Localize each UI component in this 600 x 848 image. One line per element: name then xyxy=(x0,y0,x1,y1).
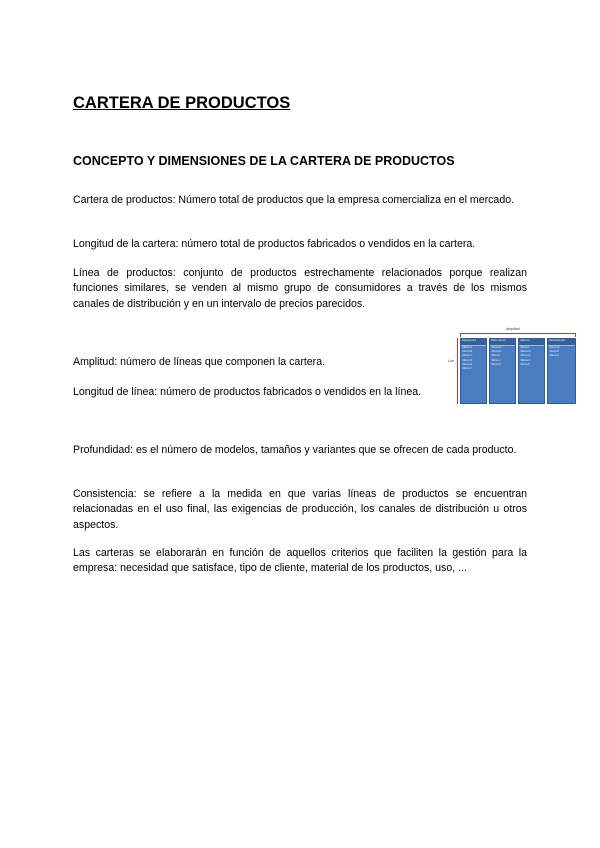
amplitude-brace xyxy=(460,333,576,334)
diagram-column-item: Marca P xyxy=(520,362,531,366)
paragraph-criterios: Las carteras se elaborarán en función de aquellos criterios que faciliten la gestión para la empresa: necesidad que satisface, tipo de cliente, material de los productos, uso, ... xyxy=(73,547,527,575)
amplitude-brace-right-tip xyxy=(575,333,576,337)
paragraph-cartera: Cartera de productos: Número total de productos que la empresa comercializa en el mercado. xyxy=(73,194,515,206)
product-portfolio-diagram xyxy=(448,327,580,407)
diagram-column-header: Detergentes xyxy=(461,339,486,346)
diagram-column-item: Marca R xyxy=(549,350,560,354)
diagram-column-item: Marca G xyxy=(491,346,502,349)
diagram-column-item: Marca H xyxy=(491,350,502,354)
diagram-side-label: Lon xyxy=(448,359,454,363)
paragraph-linea-productos: Línea de productos: conjunto de productos estrechamente relacionados porque realizan funciones similares, se venden al mismo grupo de consumidores a través de los mismos canales de distribución y en un intervalo de precios parecidos. xyxy=(73,267,527,310)
diagram-column-item: Marca Q xyxy=(549,346,560,349)
diagram-column-item: Marca J xyxy=(491,358,501,362)
diagram-column-header: Pasta dental xyxy=(490,339,515,346)
diagram-column xyxy=(547,338,576,404)
diagram-column-header: Jabones xyxy=(519,339,544,346)
diagram-column-item: Marca D xyxy=(462,358,473,362)
diagram-column-item: Marca E xyxy=(462,362,473,366)
diagram-column-item: Marca M xyxy=(520,350,531,354)
diagram-column-item: Marca I xyxy=(491,354,501,358)
diagram-column-item: Marca B xyxy=(462,350,473,354)
diagram-column-item: Marca N xyxy=(520,354,531,358)
paragraph-consistencia: Consistencia: se refiere a la medida en que varias líneas de productos se encuentran relacionadas en el uso final, las exigencias de producción, los canales de distribución u otros aspectos. xyxy=(73,488,527,531)
diagram-column-item: Marca K xyxy=(491,362,502,366)
diagram-column xyxy=(489,338,516,404)
paragraph-longitud-cartera: Longitud de la cartera: número total de productos fabricados o vendidos en la cartera. xyxy=(73,238,476,250)
page-title: CARTERA DE PRODUCTOS xyxy=(73,94,291,112)
diagram-column-header: Desodorantes xyxy=(548,339,575,346)
section-heading: CONCEPTO Y DIMENSIONES DE LA CARTERA DE PRODUCTOS xyxy=(73,154,455,168)
paragraph-amplitud: Amplitud: número de líneas que componen la cartera. xyxy=(73,356,326,368)
amplitude-brace-left-tip xyxy=(460,333,461,337)
diagram-column-item: Marca S xyxy=(549,354,560,358)
diagram-column-item: Marca A xyxy=(462,346,473,349)
length-brace xyxy=(457,338,458,404)
diagram-column-item: Marca L xyxy=(520,346,530,349)
diagram-column-item: Marca C xyxy=(462,354,473,358)
paragraph-longitud-linea: Longitud de línea: número de productos fabricados o vendidos en la línea. xyxy=(73,386,422,398)
paragraph-profundidad: Profundidad: es el número de modelos, tamaños y variantes que se ofrecen de cada producto. xyxy=(73,444,517,456)
diagram-column-item: Marca F xyxy=(462,367,473,371)
diagram-top-label: Amplitud xyxy=(506,327,520,331)
diagram-column-item: Marca O xyxy=(520,358,531,362)
diagram-column xyxy=(460,338,487,404)
diagram-column xyxy=(518,338,545,404)
